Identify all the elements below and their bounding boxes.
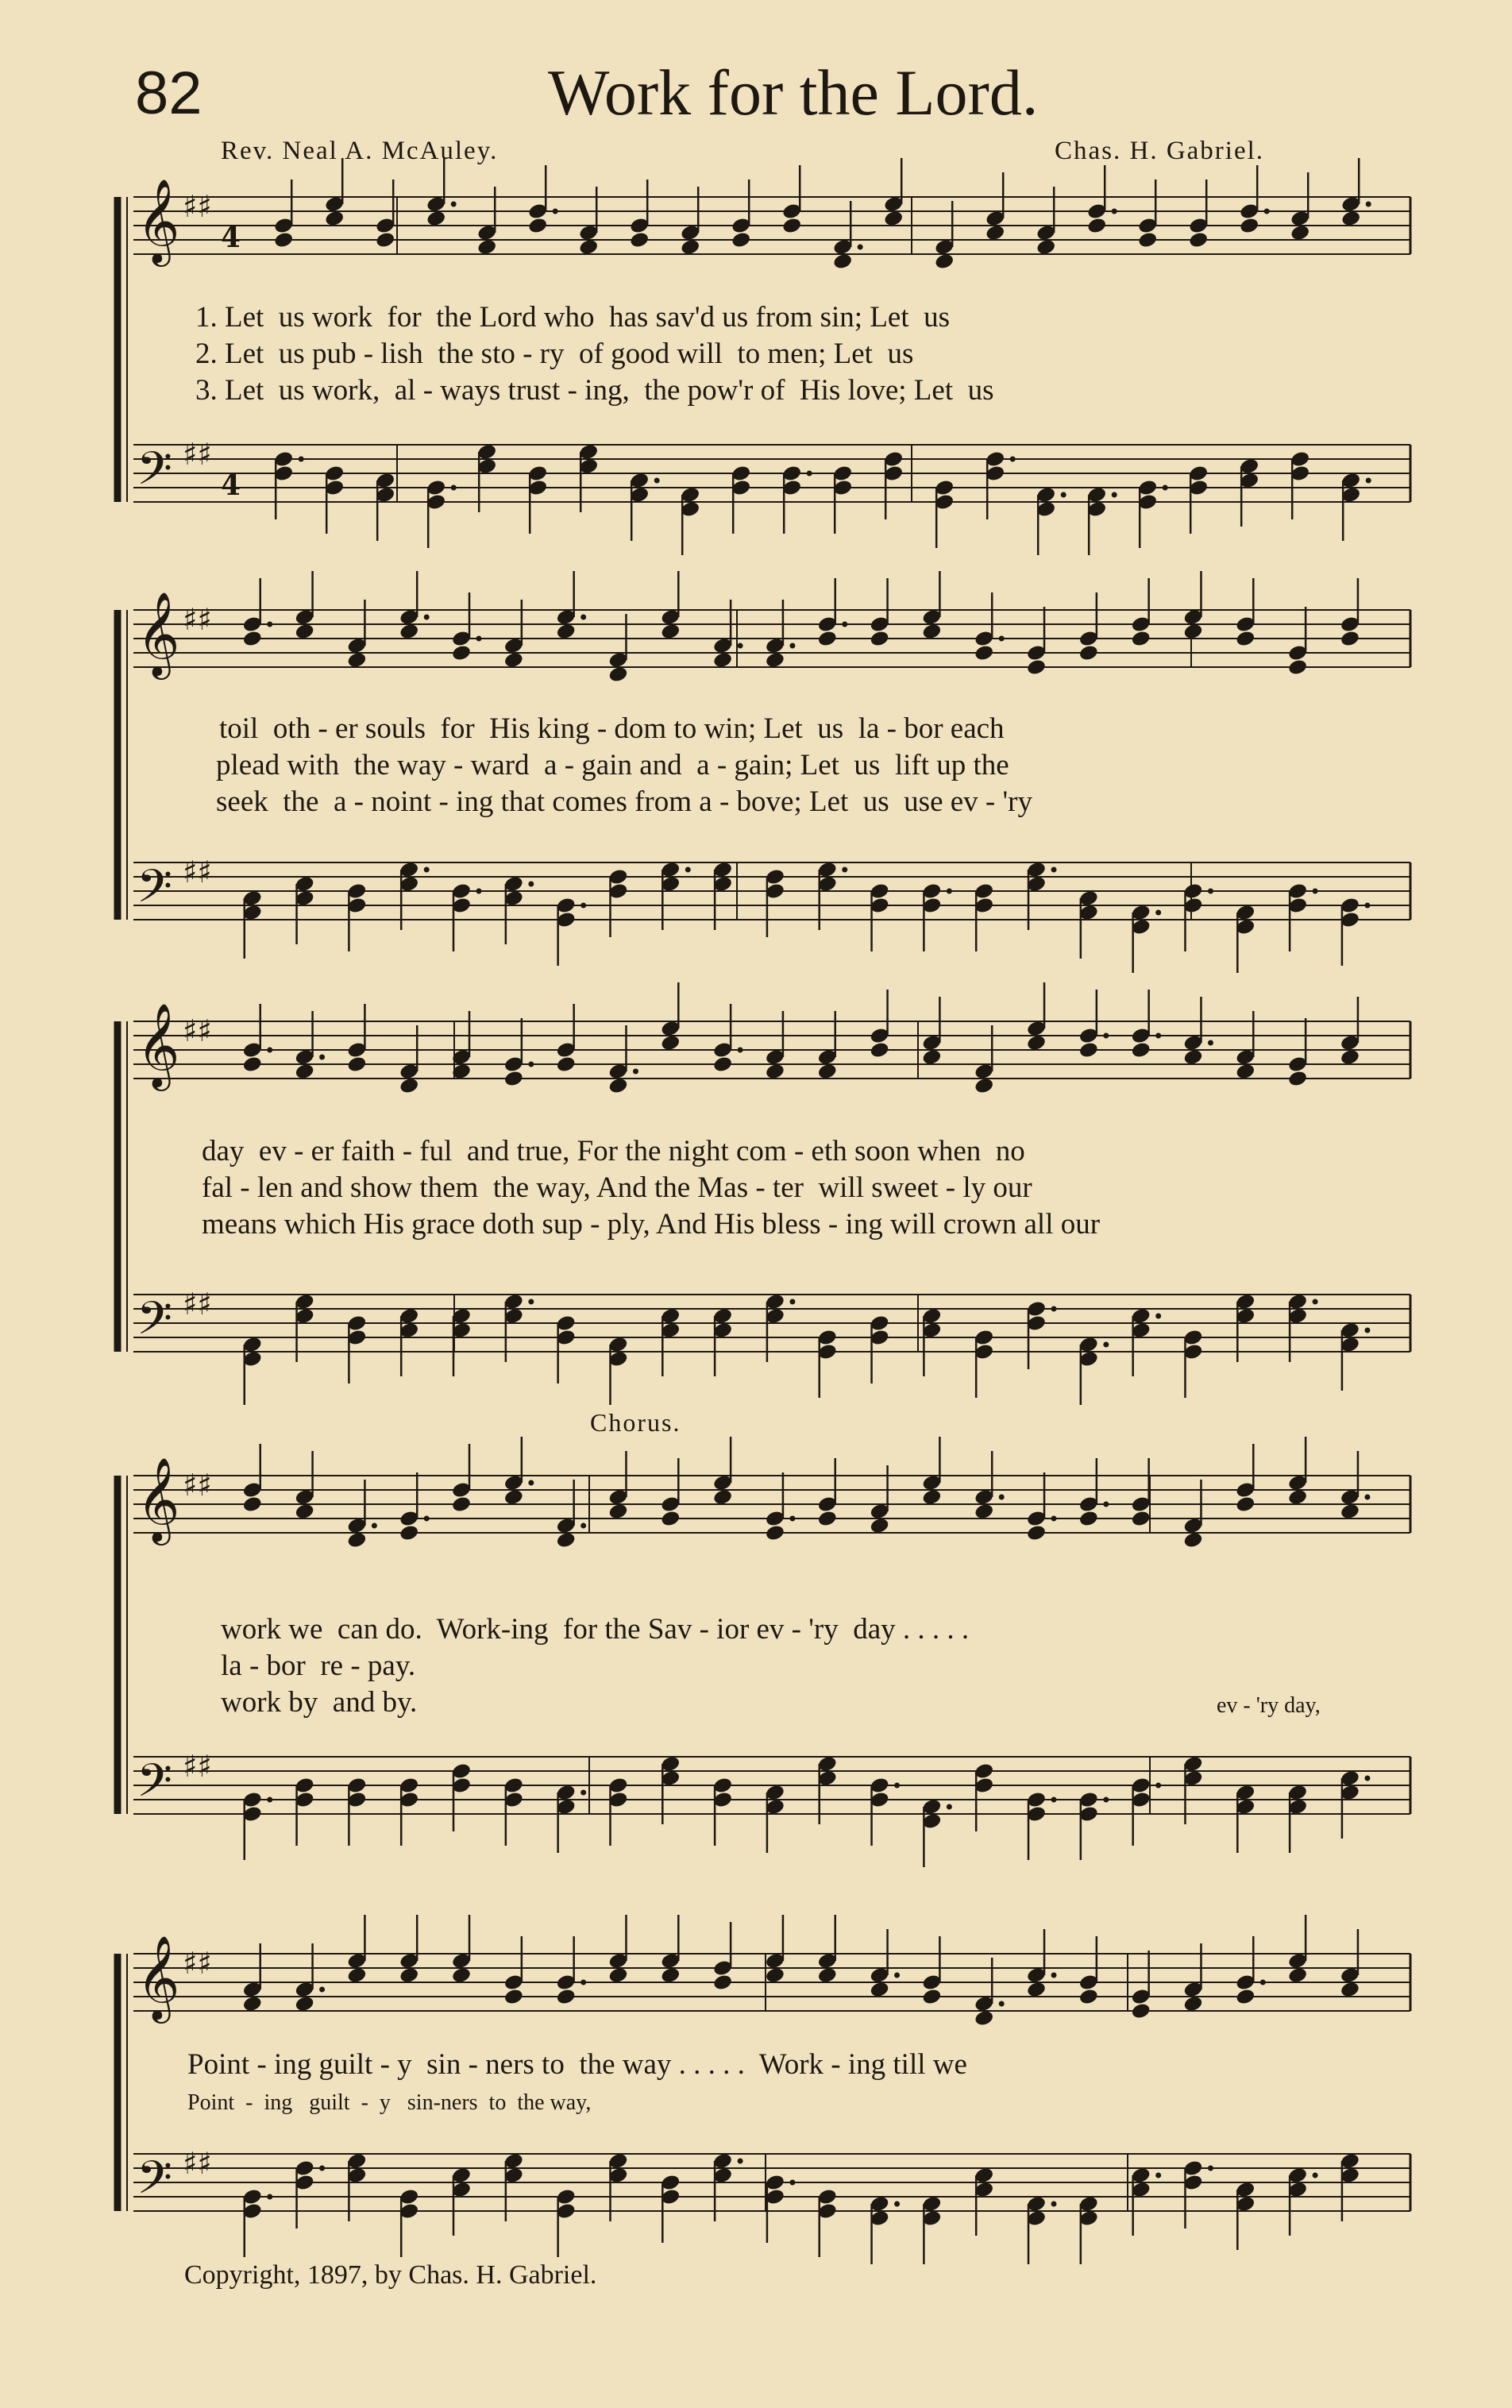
svg-text:𝄞: 𝄞 xyxy=(137,178,180,264)
svg-text:𝄞: 𝄞 xyxy=(137,1457,180,1542)
lyric-line-5: Point - ing guilt - y sin - ners to the way . . . . . Work - ing till we xyxy=(187,2048,967,2081)
svg-text:♯♯: ♯♯ xyxy=(183,1468,212,1503)
lyric-line-4-alto: ev - 'ry day, xyxy=(1217,1693,1321,1718)
svg-text:♯♯: ♯♯ xyxy=(183,1013,212,1049)
lyric-line-4-verse-1: work we can do. Work-ing for the Sav - ior ev - 'ry day . . . . . xyxy=(221,1613,970,1646)
svg-text:4: 4 xyxy=(221,469,241,502)
lyric-line-3-verse-3: means which His grace doth sup - ply, And His bless - ing will crown all our xyxy=(202,1208,1101,1241)
svg-text:𝄞: 𝄞 xyxy=(137,591,180,677)
svg-text:𝄢: 𝄢 xyxy=(137,442,173,507)
lyric-line-3-verse-1: day ev - er faith - ful and true, For the night com - eth soon when no xyxy=(202,1135,1025,1167)
lyric-line-5-alto: Point - ing guilt - y sin-ners to the way, xyxy=(187,2090,592,2115)
lyricist-credit: Rev. Neal A. McAuley. xyxy=(221,137,499,165)
svg-text:♯♯: ♯♯ xyxy=(183,437,212,473)
svg-text:4: 4 xyxy=(221,221,241,254)
svg-text:𝄞: 𝄞 xyxy=(137,1002,180,1088)
lyric-line-2-verse-2: plead with the way - ward a - gain and a - gain; Let us lift up the xyxy=(216,749,1009,781)
copyright-notice: Copyright, 1897, by Chas. H. Gabriel. xyxy=(184,2260,597,2290)
hymn-title: Work for the Lord. xyxy=(548,56,1039,129)
page-number: 82 xyxy=(135,60,202,127)
svg-text:𝄢: 𝄢 xyxy=(137,2151,173,2217)
svg-text:♯♯: ♯♯ xyxy=(183,855,212,890)
svg-text:♯♯: ♯♯ xyxy=(183,189,212,225)
lyric-line-2-verse-1: toil oth - er souls for His king - dom to win; Let us la - bor each xyxy=(219,712,1005,745)
lyric-line-4-verse-3: work by and by. xyxy=(221,1686,418,1719)
svg-text:♯♯: ♯♯ xyxy=(183,1749,212,1785)
svg-text:♯♯: ♯♯ xyxy=(183,2146,212,2182)
chorus-label: Chorus. xyxy=(590,1408,681,1437)
lyric-line-2-verse-3: seek the a - noint - ing that comes from a - bove; Let us use ev - 'ry xyxy=(216,785,1032,818)
lyric-line-3-verse-2: fal - len and show them the way, And the Mas - ter will sweet - ly our xyxy=(202,1171,1032,1204)
svg-text:𝄞: 𝄞 xyxy=(137,1935,180,2020)
composer-credit: Chas. H. Gabriel. xyxy=(1055,137,1265,165)
lyric-line-1-verse-3: 3. Let us work, al - ways trust - ing, the pow'r of His love; Let us xyxy=(195,374,994,407)
lyric-line-1-verse-1: 1. Let us work for the Lord who has sav'd us from sin; Let us xyxy=(195,301,951,334)
svg-text:𝄢: 𝄢 xyxy=(137,1291,173,1357)
svg-text:𝄢: 𝄢 xyxy=(137,859,173,925)
lyric-line-1-verse-2: 2. Let us pub - lish the sto - ry of good will to men; Let us xyxy=(195,338,914,370)
svg-text:♯♯: ♯♯ xyxy=(183,602,212,638)
svg-text:𝄢: 𝄢 xyxy=(137,1754,173,1820)
svg-text:♯♯: ♯♯ xyxy=(183,1946,212,1982)
svg-text:♯♯: ♯♯ xyxy=(183,1287,212,1322)
lyric-line-4-verse-2: la - bor re - pay. xyxy=(221,1650,416,1682)
